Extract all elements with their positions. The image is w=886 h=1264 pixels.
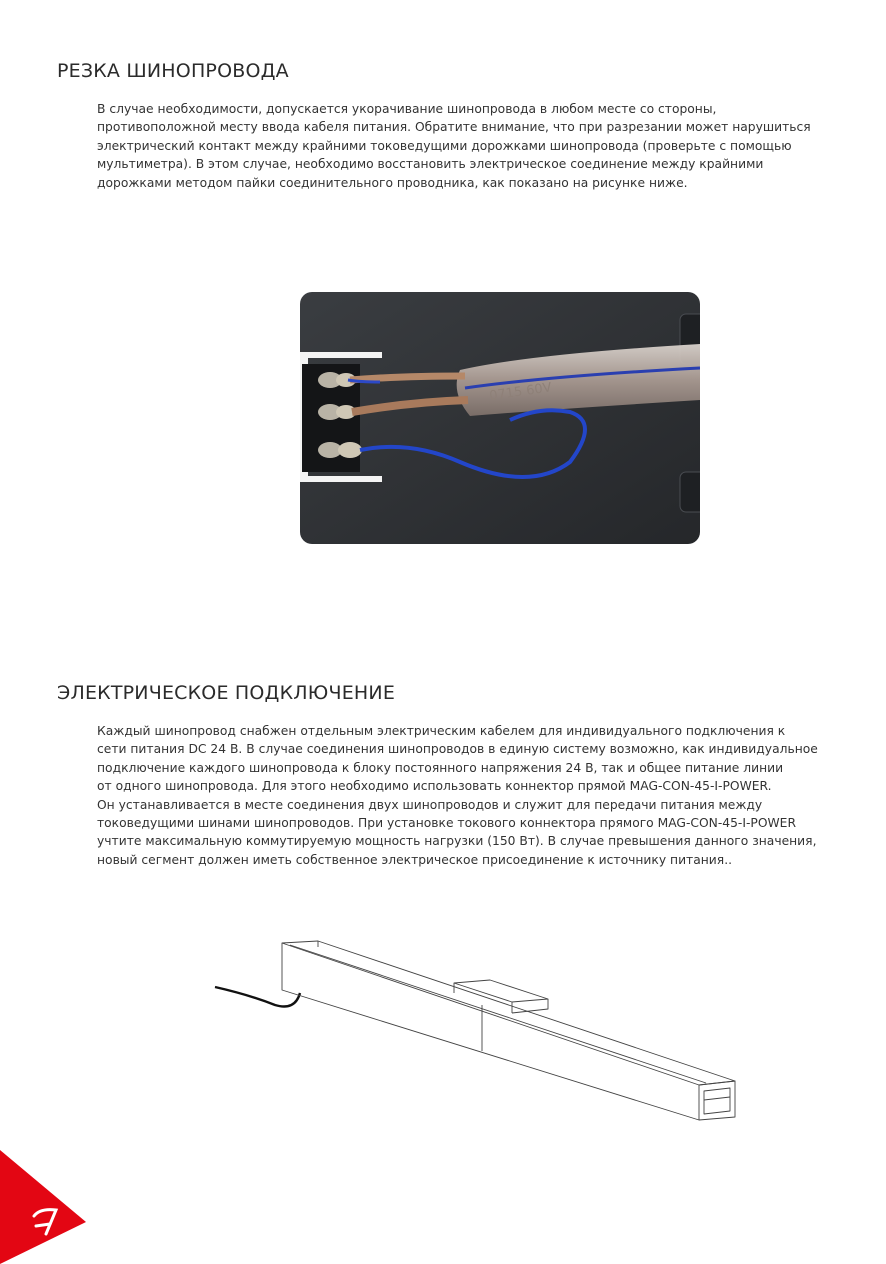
text-line: учтите максимальную коммутируемую мощность нагрузки (150 Вт). В случае превышения данного значения, bbox=[97, 834, 817, 849]
text-line: токоведущими шинами шинопроводов. При установке токового коннектора прямого MAG-CON-45-I-POWER bbox=[97, 816, 797, 831]
brand-triangle bbox=[0, 1150, 86, 1264]
text-line: подключение каждого шинопровода к блоку постоянного напряжения 24 В, так и общее питание линии bbox=[97, 760, 784, 775]
text-line: дорожками методом пайки соединительного проводника, как показано на рисунке ниже. bbox=[97, 175, 688, 190]
soldering-photo bbox=[300, 292, 700, 544]
section-title-connection: ЭЛЕКТРИЧЕСКОЕ ПОДКЛЮЧЕНИЕ bbox=[57, 682, 396, 704]
text-line: В случае необходимости, допускается укорачивание шинопровода в любом месте со стороны, bbox=[97, 102, 717, 116]
brand-corner bbox=[0, 1150, 90, 1264]
text-line: новый сегмент должен иметь собственное электрическое присоединение к источнику питания.. bbox=[97, 852, 733, 867]
section-text-cutting bbox=[97, 100, 857, 192]
section-text-connection bbox=[97, 722, 857, 869]
track-connection-drawing bbox=[210, 935, 750, 1125]
text-line: сети питания DC 24 В. В случае соединения шинопроводов в единую систему возможно, как индивидуальное bbox=[97, 742, 818, 757]
text-line: мультиметра). В этом случае, необходимо восстановить электрическое соединение между крайними bbox=[97, 157, 764, 172]
text-line: Он устанавливается в месте соединения двух шинопроводов и служит для передачи питания между bbox=[97, 797, 763, 812]
text-line: электрический контакт между крайними токоведущими дорожками шинопровода (проверьте с помощью bbox=[97, 138, 792, 153]
text-line: Каждый шинопровод снабжен отдельным электрическим кабелем для индивидуального подключения к bbox=[97, 724, 786, 738]
section-title-cutting: РЕЗКА ШИНОПРОВОДА bbox=[57, 60, 289, 82]
text-line: от одного шинопровода. Для этого необходимо использовать коннектор прямой MAG-CON-45-I-POWER. bbox=[97, 779, 772, 794]
text-line: противоположной месту ввода кабеля питания. Обратите внимание, что при разрезании может нарушиться bbox=[97, 120, 811, 135]
cable-print: 0715 60V bbox=[488, 380, 553, 404]
